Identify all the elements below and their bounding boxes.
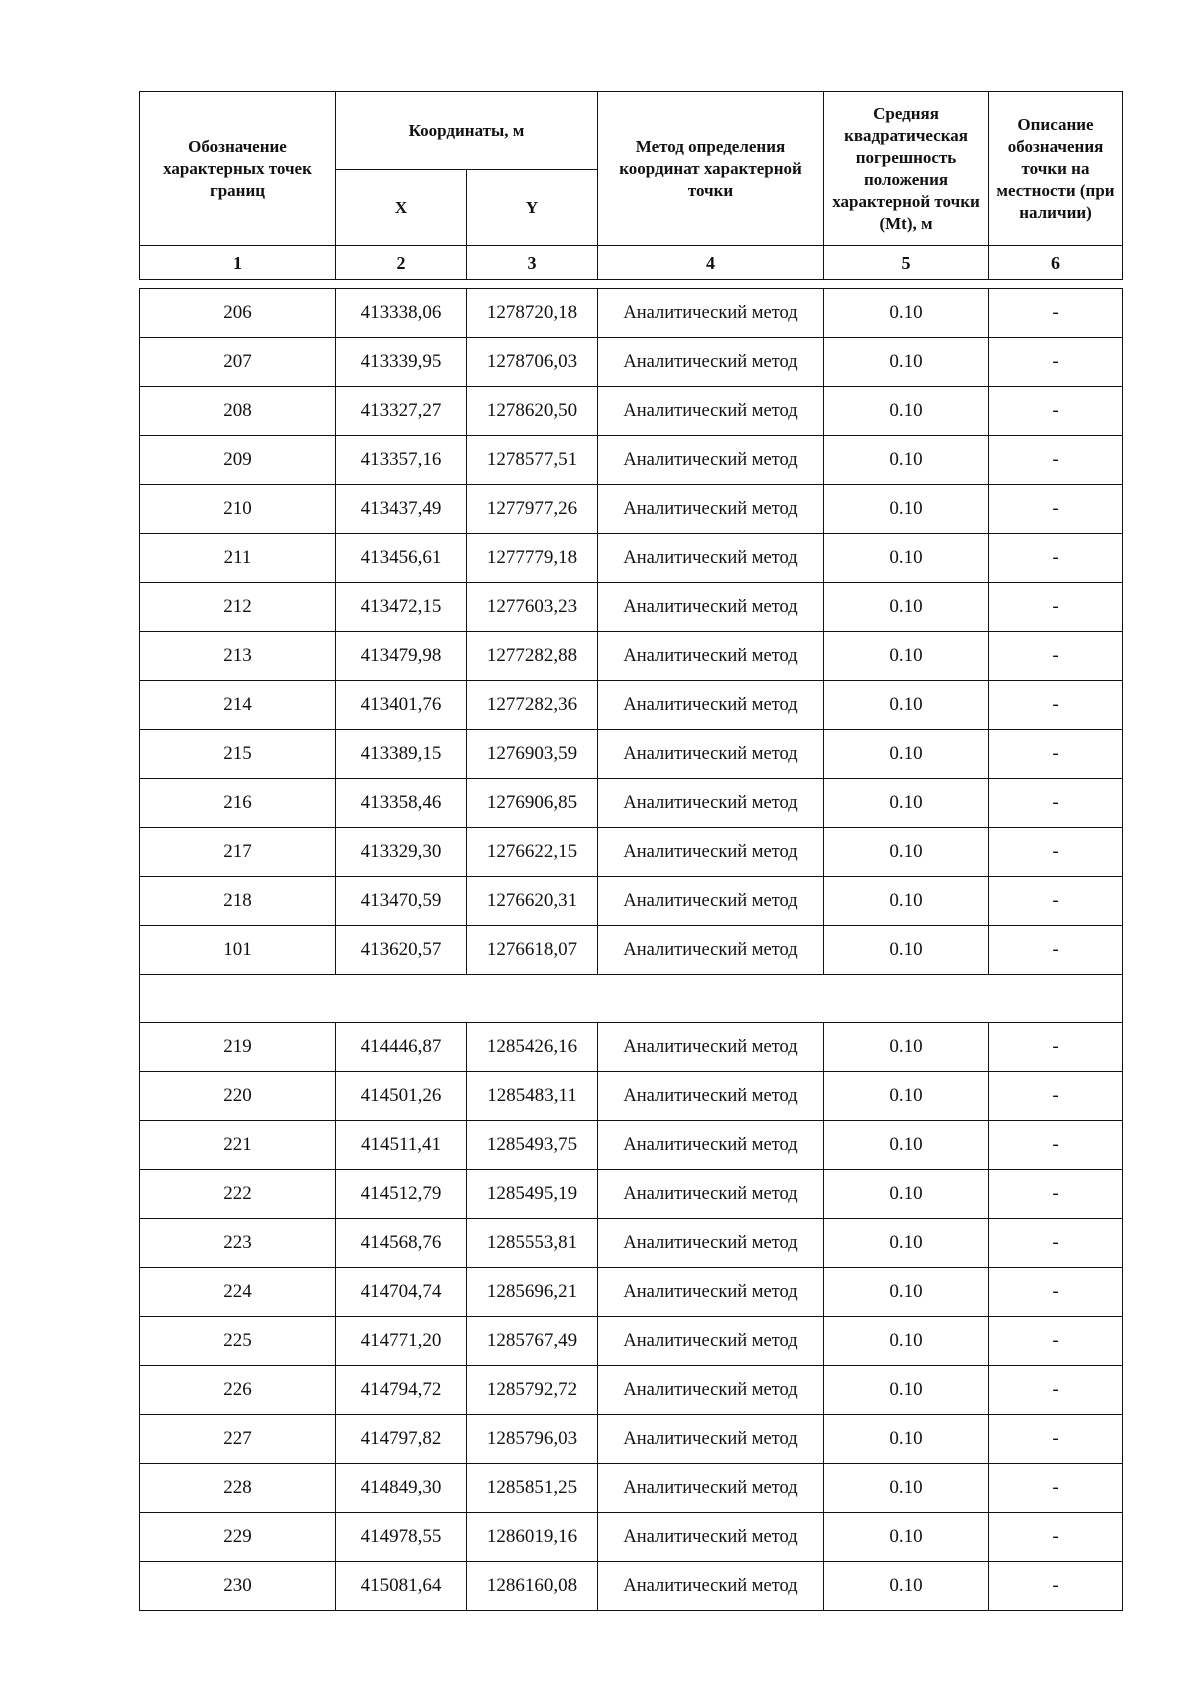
- cell-method: Аналитический метод: [598, 681, 824, 730]
- cell-method: Аналитический метод: [598, 583, 824, 632]
- cell-x: 413401,76: [336, 681, 467, 730]
- table-row: [140, 1366, 1123, 1415]
- cell-method: Аналитический метод: [598, 877, 824, 926]
- cell-description: -: [989, 387, 1123, 436]
- table-row: [140, 436, 1123, 485]
- table-row: [140, 1513, 1123, 1562]
- column-number: 6: [989, 246, 1123, 280]
- cell-method: Аналитический метод: [598, 1464, 824, 1513]
- cell-method: Аналитический метод: [598, 289, 824, 338]
- cell-error: 0.10: [824, 1219, 989, 1268]
- boundary-points-table: [139, 91, 1123, 1611]
- cell-error: 0.10: [824, 632, 989, 681]
- header-x: X: [336, 170, 467, 246]
- cell-point: 218: [140, 877, 336, 926]
- cell-y: 1277603,23: [467, 583, 598, 632]
- cell-error: 0.10: [824, 436, 989, 485]
- cell-x: 413358,46: [336, 779, 467, 828]
- cell-description: -: [989, 1317, 1123, 1366]
- cell-method: Аналитический метод: [598, 436, 824, 485]
- cell-x: 413456,61: [336, 534, 467, 583]
- table-header: [140, 92, 1123, 289]
- cell-method: Аналитический метод: [598, 1513, 824, 1562]
- cell-description: -: [989, 1121, 1123, 1170]
- cell-description: -: [989, 926, 1123, 975]
- table-row: [140, 779, 1123, 828]
- cell-y: 1276620,31: [467, 877, 598, 926]
- cell-error: 0.10: [824, 583, 989, 632]
- cell-error: 0.10: [824, 1562, 989, 1611]
- cell-method: Аналитический метод: [598, 1415, 824, 1464]
- cell-point: 219: [140, 1023, 336, 1072]
- cell-point: 225: [140, 1317, 336, 1366]
- column-number: 2: [336, 246, 467, 280]
- cell-description: -: [989, 730, 1123, 779]
- cell-error: 0.10: [824, 1268, 989, 1317]
- header-point: Обозначение характерных точек границ: [140, 92, 336, 246]
- cell-error: 0.10: [824, 730, 989, 779]
- table-row: [140, 877, 1123, 926]
- cell-method: Аналитический метод: [598, 730, 824, 779]
- cell-point: 227: [140, 1415, 336, 1464]
- column-number: 5: [824, 246, 989, 280]
- table-row: [140, 338, 1123, 387]
- cell-description: -: [989, 1268, 1123, 1317]
- cell-point: 208: [140, 387, 336, 436]
- cell-description: -: [989, 1513, 1123, 1562]
- cell-y: 1285851,25: [467, 1464, 598, 1513]
- cell-description: -: [989, 338, 1123, 387]
- cell-x: 414704,74: [336, 1268, 467, 1317]
- cell-description: -: [989, 1170, 1123, 1219]
- cell-error: 0.10: [824, 877, 989, 926]
- cell-point: 209: [140, 436, 336, 485]
- header-method: Метод определения координат характерной точки: [598, 92, 824, 246]
- cell-description: -: [989, 1464, 1123, 1513]
- cell-description: -: [989, 289, 1123, 338]
- cell-error: 0.10: [824, 1464, 989, 1513]
- cell-error: 0.10: [824, 1170, 989, 1219]
- cell-error: 0.10: [824, 1366, 989, 1415]
- table-row: [140, 1170, 1123, 1219]
- cell-point: 222: [140, 1170, 336, 1219]
- cell-method: Аналитический метод: [598, 1219, 824, 1268]
- cell-y: 1285696,21: [467, 1268, 598, 1317]
- cell-point: 207: [140, 338, 336, 387]
- cell-method: Аналитический метод: [598, 338, 824, 387]
- cell-method: Аналитический метод: [598, 1317, 824, 1366]
- cell-description: -: [989, 534, 1123, 583]
- cell-x: 413357,16: [336, 436, 467, 485]
- cell-description: -: [989, 1072, 1123, 1121]
- cell-error: 0.10: [824, 387, 989, 436]
- table-row: [140, 387, 1123, 436]
- cell-x: 414797,82: [336, 1415, 467, 1464]
- cell-point: 230: [140, 1562, 336, 1611]
- cell-x: 414849,30: [336, 1464, 467, 1513]
- cell-x: 413472,15: [336, 583, 467, 632]
- table-row: [140, 1072, 1123, 1121]
- cell-method: Аналитический метод: [598, 828, 824, 877]
- cell-y: 1277282,36: [467, 681, 598, 730]
- table-row: [140, 1121, 1123, 1170]
- cell-y: 1285495,19: [467, 1170, 598, 1219]
- column-number: 1: [140, 246, 336, 280]
- cell-error: 0.10: [824, 681, 989, 730]
- cell-point: 216: [140, 779, 336, 828]
- cell-x: 414568,76: [336, 1219, 467, 1268]
- cell-error: 0.10: [824, 338, 989, 387]
- cell-y: 1276618,07: [467, 926, 598, 975]
- boundary-points-table-sheet: [139, 91, 1122, 1611]
- cell-x: 413329,30: [336, 828, 467, 877]
- cell-error: 0.10: [824, 1121, 989, 1170]
- cell-y: 1278720,18: [467, 289, 598, 338]
- cell-point: 228: [140, 1464, 336, 1513]
- cell-x: 414512,79: [336, 1170, 467, 1219]
- cell-error: 0.10: [824, 1317, 989, 1366]
- cell-x: 414501,26: [336, 1072, 467, 1121]
- cell-point: 213: [140, 632, 336, 681]
- cell-point: 101: [140, 926, 336, 975]
- table-row: [140, 1562, 1123, 1611]
- cell-method: Аналитический метод: [598, 779, 824, 828]
- table-row: [140, 1219, 1123, 1268]
- cell-y: 1276622,15: [467, 828, 598, 877]
- cell-y: 1286019,16: [467, 1513, 598, 1562]
- header-coordinates: Координаты, м: [336, 92, 598, 170]
- header-description: Описание обозначения точки на местности (при наличии): [989, 92, 1123, 246]
- cell-x: 413437,49: [336, 485, 467, 534]
- cell-point: 223: [140, 1219, 336, 1268]
- cell-description: -: [989, 583, 1123, 632]
- cell-error: 0.10: [824, 1023, 989, 1072]
- cell-method: Аналитический метод: [598, 1170, 824, 1219]
- table-row: [140, 828, 1123, 877]
- table-row: [140, 1023, 1123, 1072]
- cell-description: -: [989, 828, 1123, 877]
- cell-description: -: [989, 485, 1123, 534]
- cell-point: 215: [140, 730, 336, 779]
- cell-x: 413338,06: [336, 289, 467, 338]
- column-number: 4: [598, 246, 824, 280]
- table-row: [140, 1317, 1123, 1366]
- cell-point: 220: [140, 1072, 336, 1121]
- cell-y: 1285493,75: [467, 1121, 598, 1170]
- header-y: Y: [467, 170, 598, 246]
- cell-y: 1277779,18: [467, 534, 598, 583]
- cell-point: 206: [140, 289, 336, 338]
- cell-x: 414771,20: [336, 1317, 467, 1366]
- table-row: [140, 485, 1123, 534]
- table-row: [140, 632, 1123, 681]
- cell-point: 212: [140, 583, 336, 632]
- table-row: [140, 534, 1123, 583]
- group-separator: [140, 975, 1123, 1023]
- table-row: [140, 583, 1123, 632]
- table-row: [140, 1464, 1123, 1513]
- cell-error: 0.10: [824, 1513, 989, 1562]
- cell-y: 1285426,16: [467, 1023, 598, 1072]
- cell-error: 0.10: [824, 1415, 989, 1464]
- cell-description: -: [989, 681, 1123, 730]
- cell-method: Аналитический метод: [598, 926, 824, 975]
- cell-x: 415081,64: [336, 1562, 467, 1611]
- cell-y: 1286160,08: [467, 1562, 598, 1611]
- cell-error: 0.10: [824, 828, 989, 877]
- cell-y: 1285553,81: [467, 1219, 598, 1268]
- cell-description: -: [989, 436, 1123, 485]
- table-row: [140, 681, 1123, 730]
- cell-method: Аналитический метод: [598, 1072, 824, 1121]
- cell-point: 224: [140, 1268, 336, 1317]
- cell-description: -: [989, 632, 1123, 681]
- cell-x: 413389,15: [336, 730, 467, 779]
- cell-method: Аналитический метод: [598, 1023, 824, 1072]
- cell-x: 414446,87: [336, 1023, 467, 1072]
- table-row: [140, 730, 1123, 779]
- cell-method: Аналитический метод: [598, 632, 824, 681]
- cell-y: 1277282,88: [467, 632, 598, 681]
- cell-error: 0.10: [824, 289, 989, 338]
- header-error: Средняя квадратическая погрешность положения характерной точки (Mt), м: [824, 92, 989, 246]
- cell-method: Аналитический метод: [598, 1366, 824, 1415]
- table-row: [140, 926, 1123, 975]
- table-body-group-1: [140, 289, 1123, 975]
- cell-point: 211: [140, 534, 336, 583]
- cell-point: 226: [140, 1366, 336, 1415]
- cell-method: Аналитический метод: [598, 485, 824, 534]
- cell-x: 413479,98: [336, 632, 467, 681]
- cell-y: 1285767,49: [467, 1317, 598, 1366]
- cell-description: -: [989, 779, 1123, 828]
- cell-description: -: [989, 877, 1123, 926]
- column-number: 3: [467, 246, 598, 280]
- cell-point: 217: [140, 828, 336, 877]
- cell-description: -: [989, 1219, 1123, 1268]
- cell-point: 210: [140, 485, 336, 534]
- cell-y: 1278577,51: [467, 436, 598, 485]
- cell-y: 1277977,26: [467, 485, 598, 534]
- cell-point: 221: [140, 1121, 336, 1170]
- cell-y: 1276906,85: [467, 779, 598, 828]
- table-row: [140, 1268, 1123, 1317]
- cell-x: 414511,41: [336, 1121, 467, 1170]
- cell-y: 1278620,50: [467, 387, 598, 436]
- cell-x: 413470,59: [336, 877, 467, 926]
- cell-x: 413339,95: [336, 338, 467, 387]
- cell-method: Аналитический метод: [598, 534, 824, 583]
- blank-separator-row: [140, 975, 1123, 1023]
- cell-method: Аналитический метод: [598, 1562, 824, 1611]
- cell-y: 1276903,59: [467, 730, 598, 779]
- cell-description: -: [989, 1562, 1123, 1611]
- table-body-group-2: [140, 1023, 1123, 1611]
- cell-description: -: [989, 1415, 1123, 1464]
- cell-error: 0.10: [824, 534, 989, 583]
- cell-error: 0.10: [824, 779, 989, 828]
- cell-method: Аналитический метод: [598, 1121, 824, 1170]
- cell-x: 413620,57: [336, 926, 467, 975]
- cell-y: 1285792,72: [467, 1366, 598, 1415]
- cell-error: 0.10: [824, 485, 989, 534]
- cell-y: 1278706,03: [467, 338, 598, 387]
- header-gap: [140, 280, 1123, 289]
- column-numbers-row: [140, 246, 1123, 280]
- cell-x: 414794,72: [336, 1366, 467, 1415]
- cell-error: 0.10: [824, 926, 989, 975]
- cell-x: 414978,55: [336, 1513, 467, 1562]
- table-row: [140, 289, 1123, 338]
- cell-method: Аналитический метод: [598, 1268, 824, 1317]
- cell-error: 0.10: [824, 1072, 989, 1121]
- cell-method: Аналитический метод: [598, 387, 824, 436]
- cell-y: 1285796,03: [467, 1415, 598, 1464]
- cell-x: 413327,27: [336, 387, 467, 436]
- cell-y: 1285483,11: [467, 1072, 598, 1121]
- cell-point: 229: [140, 1513, 336, 1562]
- table-row: [140, 1415, 1123, 1464]
- cell-description: -: [989, 1366, 1123, 1415]
- cell-description: -: [989, 1023, 1123, 1072]
- cell-point: 214: [140, 681, 336, 730]
